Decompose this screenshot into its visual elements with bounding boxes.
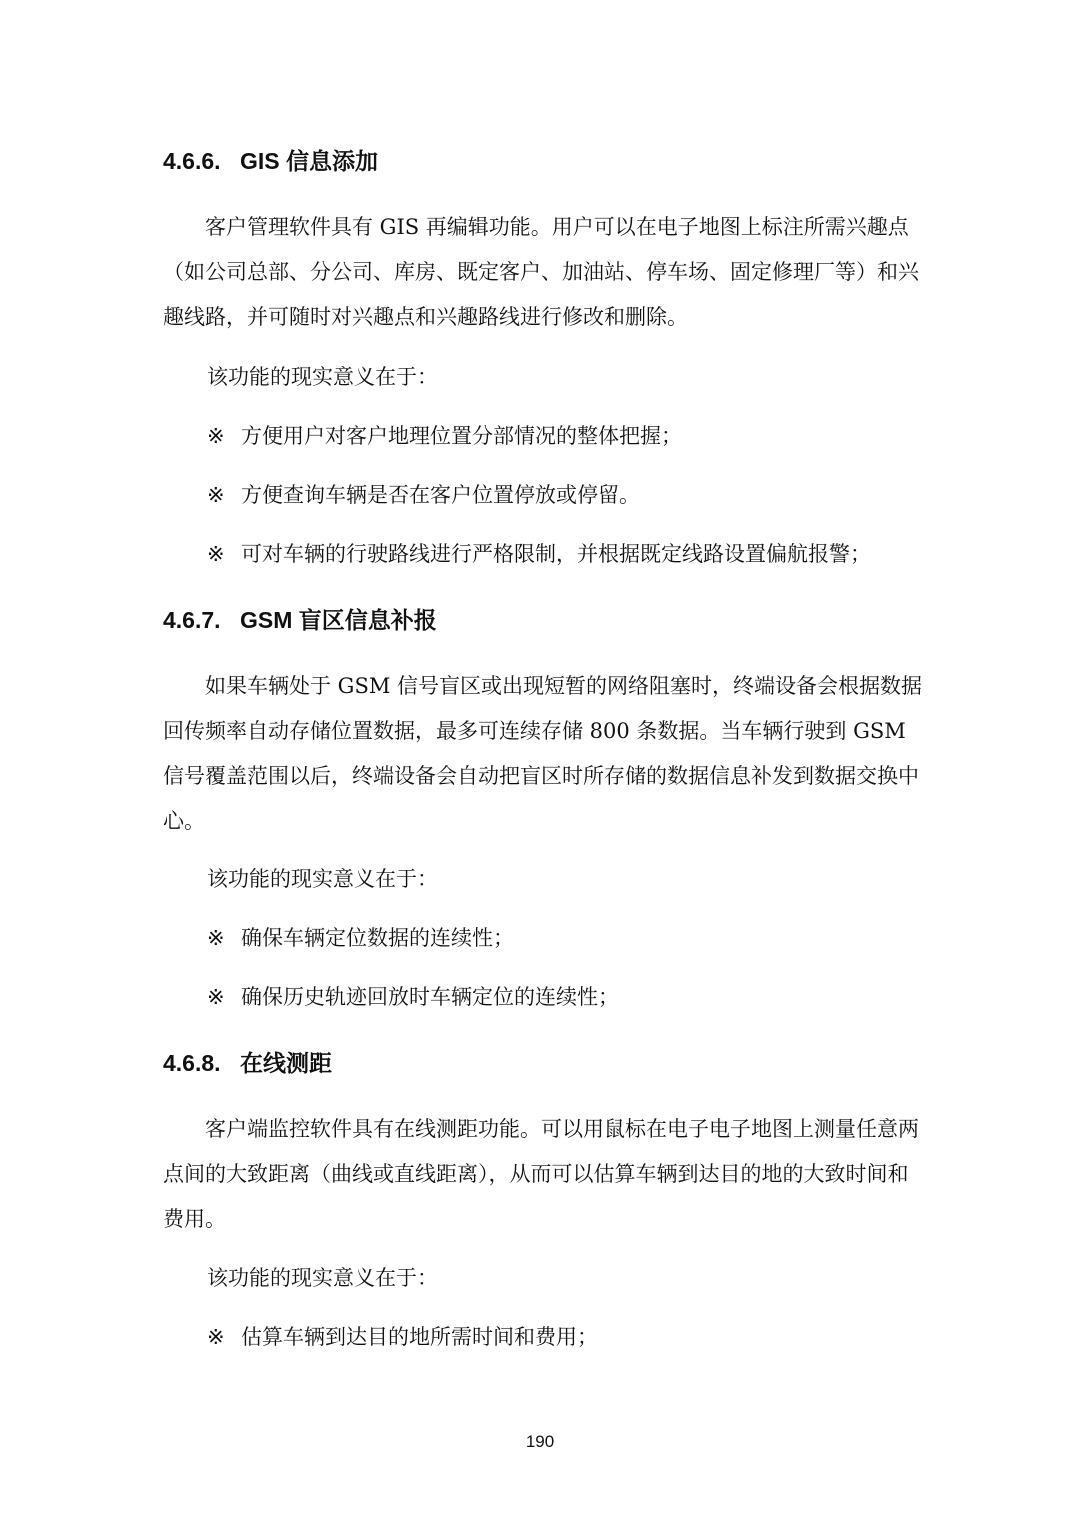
bullet-item	[207, 982, 619, 1012]
section-title: 在线测距	[240, 1050, 332, 1076]
section-paragraph: 客户管理软件具有 GIS 再编辑功能。用户可以在电子地图上标注所需兴趣点（如公司总部、分公司、库房、既定客户、加油站、停车场、固定修理厂等）和兴趣线路，并可随时对兴趣点和兴趣路线进行修改和删除。	[163, 215, 919, 329]
bullet-item	[207, 923, 514, 953]
bullet-text: 方便用户对客户地理位置分部情况的整体把握；	[241, 424, 682, 448]
section-number: 4.6.8.	[163, 1050, 221, 1076]
bullet-item	[207, 1322, 598, 1352]
bullet-text: 方便查询车辆是否在客户位置停放或停留。	[241, 483, 640, 507]
bullet-text: 确保车辆定位数据的连续性；	[241, 926, 514, 950]
section-paragraph: 如果车辆处于 GSM 信号盲区或出现短暂的网络阻塞时，终端设备会根据数据回传频率自动存储位置数据，最多可连续存储 800 条数据。当车辆行驶到 GSM 信号覆盖范围以后，终端设备会自动把盲区时所存储的数据信息补发到数据交换中心。	[163, 674, 923, 833]
bullet-text: 可对车辆的行驶路线进行严格限制，并根据既定线路设置偏航报警；	[241, 542, 871, 566]
section-heading-4-6-8	[163, 1048, 332, 1078]
bullet-item	[207, 539, 871, 569]
section-number: 4.6.6.	[163, 148, 221, 174]
reference-mark-icon: ※	[207, 985, 225, 1009]
reference-mark-icon: ※	[207, 1325, 225, 1349]
section-heading-4-6-7	[163, 605, 437, 635]
section-title: GIS 信息添加	[240, 148, 379, 174]
reference-mark-icon: ※	[207, 424, 225, 448]
bullet-text: 确保历史轨迹回放时车辆定位的连续性；	[241, 985, 619, 1009]
bullet-item	[207, 421, 682, 451]
section-number: 4.6.7.	[163, 607, 221, 633]
section-heading-4-6-6	[163, 146, 378, 176]
reference-mark-icon: ※	[207, 542, 225, 566]
intro-text: 该功能的现实意义在于：	[207, 1266, 438, 1290]
reference-mark-icon: ※	[207, 483, 225, 507]
intro-text: 该功能的现实意义在于：	[207, 867, 438, 891]
section-paragraph: 客户端监控软件具有在线测距功能。可以用鼠标在电子电子地图上测量任意两点间的大致距离（曲线或直线距离），从而可以估算车辆到达目的地的大致时间和费用。	[163, 1117, 919, 1231]
reference-mark-icon: ※	[207, 926, 225, 950]
intro-text: 该功能的现实意义在于：	[207, 365, 438, 389]
page-number: 190	[525, 1432, 555, 1451]
bullet-text: 估算车辆到达目的地所需时间和费用；	[241, 1325, 598, 1349]
section-title: GSM 盲区信息补报	[240, 607, 437, 633]
bullet-item	[207, 480, 640, 510]
